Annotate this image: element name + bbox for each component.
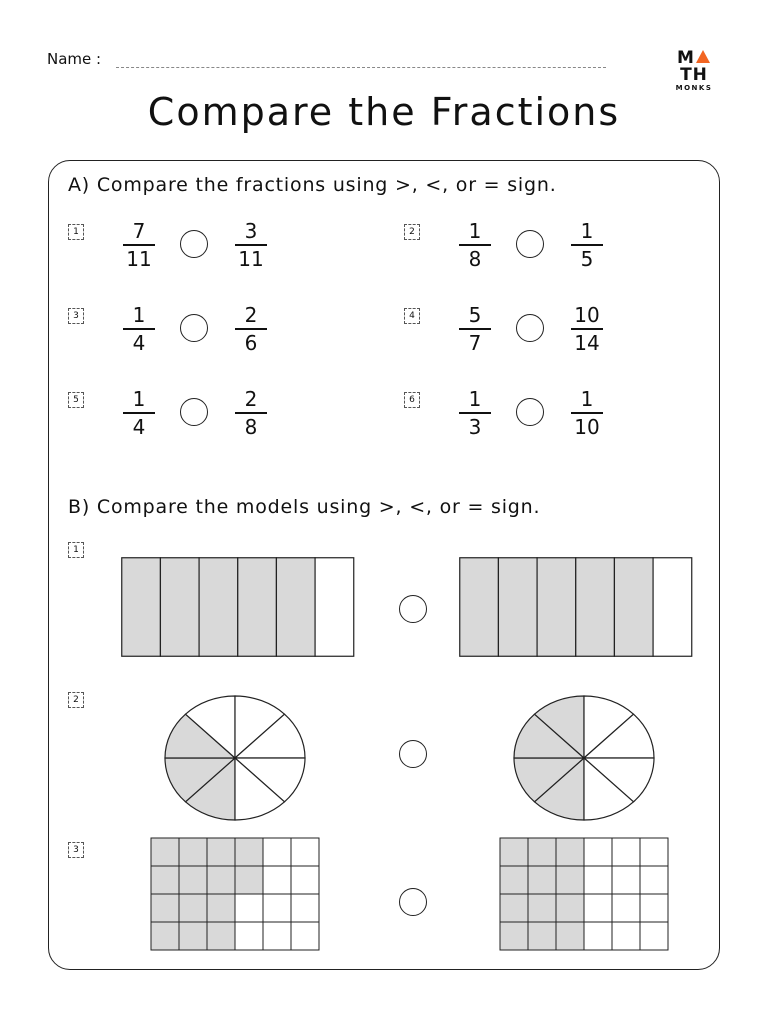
denominator: 11: [126, 246, 152, 271]
denominator: 14: [574, 330, 600, 355]
grid-cell: [291, 922, 319, 950]
numerator: 1: [132, 303, 146, 327]
question-number: 4: [404, 308, 420, 324]
numerator: 2: [244, 387, 258, 411]
grid-cell: [151, 922, 179, 950]
question-number: 2: [404, 224, 420, 240]
grid-cell: [151, 866, 179, 894]
answer-circle[interactable]: [516, 398, 544, 426]
answer-circle[interactable]: [180, 314, 208, 342]
grid-cell: [263, 838, 291, 866]
fraction-bar: [571, 244, 603, 246]
grid-cell: [640, 866, 668, 894]
fraction-bar: [235, 412, 267, 414]
page-title: Compare the Fractions: [147, 90, 621, 134]
grid-cell: [263, 866, 291, 894]
grid-cell: [151, 838, 179, 866]
bar-part: [160, 558, 199, 657]
grid-cell: [528, 894, 556, 922]
grid-cell: [528, 922, 556, 950]
right-fraction: [567, 219, 607, 271]
fraction-bar: [123, 412, 155, 414]
bar-part: [576, 558, 615, 657]
grid-cell: [500, 838, 528, 866]
grid-cell: [612, 922, 640, 950]
grid-cell: [556, 922, 584, 950]
right-fraction: [567, 303, 607, 355]
answer-circle[interactable]: [180, 398, 208, 426]
denominator: 8: [244, 414, 258, 439]
grid-cell: [500, 894, 528, 922]
bar-part: [238, 558, 277, 657]
left-fraction: [455, 387, 495, 439]
grid-cell: [640, 894, 668, 922]
denominator: 5: [580, 246, 594, 271]
fraction-bar: [459, 412, 491, 414]
left-fraction: [455, 303, 495, 355]
grid-cell: [179, 894, 207, 922]
bar-part: [122, 558, 161, 657]
pie-model-left: [164, 695, 306, 821]
fraction-bar: [235, 328, 267, 330]
numerator: 1: [132, 387, 146, 411]
grid-cell: [528, 866, 556, 894]
left-fraction: [119, 219, 159, 271]
denominator: 6: [244, 330, 258, 355]
grid-cell: [584, 922, 612, 950]
name-field[interactable]: [116, 67, 606, 68]
answer-circle[interactable]: [180, 230, 208, 258]
denominator: 8: [468, 246, 482, 271]
grid-cell: [179, 866, 207, 894]
numerator: 5: [468, 303, 482, 327]
numerator: 3: [244, 219, 258, 243]
bar-part: [460, 558, 499, 657]
section-a-heading: A) Compare the fractions using >, <, or = sign.: [68, 174, 557, 196]
pie-model-right: [513, 695, 655, 821]
left-fraction: [119, 303, 159, 355]
grid-cell: [500, 866, 528, 894]
numerator: 1: [580, 219, 594, 243]
denominator: 3: [468, 414, 482, 439]
right-fraction: [231, 303, 271, 355]
grid-cell: [151, 894, 179, 922]
answer-circle[interactable]: [399, 888, 427, 916]
fraction-bar: [571, 412, 603, 414]
left-fraction: [119, 387, 159, 439]
numerator: 7: [132, 219, 146, 243]
grid-model-right: [500, 838, 668, 950]
grid-cell: [263, 922, 291, 950]
bar-part: [498, 558, 537, 657]
grid-cell: [235, 866, 263, 894]
denominator: 4: [132, 414, 146, 439]
grid-cell: [291, 866, 319, 894]
right-fraction: [231, 219, 271, 271]
fraction-bar: [123, 244, 155, 246]
bar-model-right: [459, 557, 691, 657]
fraction-bar: [459, 244, 491, 246]
name-label: Name :: [47, 50, 102, 68]
denominator: 10: [574, 414, 600, 439]
question-number: 3: [68, 308, 84, 324]
question-number: 1: [68, 542, 84, 558]
grid-cell: [291, 838, 319, 866]
bar-part: [276, 558, 315, 657]
grid-cell: [500, 922, 528, 950]
grid-cell: [584, 866, 612, 894]
grid-model-left: [151, 838, 319, 950]
grid-cell: [235, 838, 263, 866]
grid-cell: [291, 894, 319, 922]
grid-cell: [179, 838, 207, 866]
bar-part: [537, 558, 576, 657]
numerator: 2: [244, 303, 258, 327]
grid-cell: [556, 894, 584, 922]
numerator: 1: [468, 219, 482, 243]
denominator: 4: [132, 330, 146, 355]
denominator: 7: [468, 330, 482, 355]
bar-part: [653, 558, 692, 657]
grid-cell: [235, 894, 263, 922]
bar-part: [614, 558, 653, 657]
grid-cell: [612, 894, 640, 922]
fraction-bar: [123, 328, 155, 330]
question-number: 6: [404, 392, 420, 408]
question-number: 5: [68, 392, 84, 408]
right-fraction: [567, 387, 607, 439]
section-b-heading: B) Compare the models using >, <, or = sign.: [68, 496, 541, 518]
grid-cell: [528, 838, 556, 866]
numerator: 10: [574, 303, 600, 327]
grid-cell: [556, 838, 584, 866]
grid-cell: [263, 894, 291, 922]
answer-circle[interactable]: [516, 314, 544, 342]
question-number: 2: [68, 692, 84, 708]
answer-circle[interactable]: [399, 595, 427, 623]
grid-cell: [612, 838, 640, 866]
brand-logo: MTH MONKS: [675, 48, 713, 92]
grid-cell: [207, 894, 235, 922]
grid-cell: [207, 922, 235, 950]
denominator: 11: [238, 246, 264, 271]
fraction-bar: [571, 328, 603, 330]
right-fraction: [231, 387, 271, 439]
grid-cell: [179, 922, 207, 950]
grid-cell: [207, 866, 235, 894]
grid-cell: [640, 922, 668, 950]
grid-cell: [556, 866, 584, 894]
bar-part: [315, 558, 354, 657]
fraction-bar: [235, 244, 267, 246]
answer-circle[interactable]: [516, 230, 544, 258]
triangle-icon: [696, 50, 710, 63]
grid-cell: [612, 866, 640, 894]
left-fraction: [455, 219, 495, 271]
grid-cell: [584, 894, 612, 922]
question-number: 3: [68, 842, 84, 858]
grid-cell: [235, 922, 263, 950]
grid-cell: [584, 838, 612, 866]
numerator: 1: [468, 387, 482, 411]
bar-part: [199, 558, 238, 657]
question-number: 1: [68, 224, 84, 240]
answer-circle[interactable]: [399, 740, 427, 768]
bar-model-left: [121, 557, 353, 657]
grid-cell: [207, 838, 235, 866]
numerator: 1: [580, 387, 594, 411]
grid-cell: [640, 838, 668, 866]
fraction-bar: [459, 328, 491, 330]
